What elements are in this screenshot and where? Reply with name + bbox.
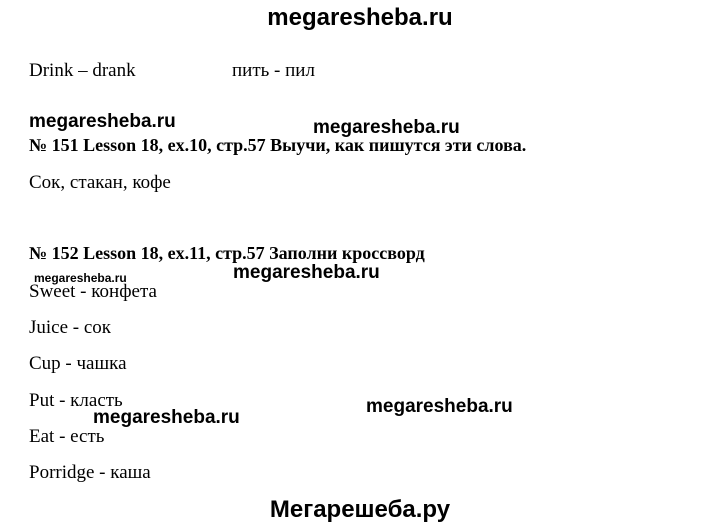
drink-english: Drink – drank: [29, 60, 136, 81]
watermark-top: megaresheba.ru: [267, 4, 453, 31]
drink-russian: пить - пил: [232, 60, 315, 81]
watermark-mid-center-2: megaresheba.ru: [233, 262, 380, 283]
task-152-heading: № 152 Lesson 18, ex.11, стр.57 Заполни кроссворд: [29, 243, 425, 263]
task-151-heading: № 151 Lesson 18, ex.10, стр.57 Выучи, как пишутся эти слова.: [29, 135, 527, 155]
crossword-item: Cup - чашка: [29, 353, 127, 374]
watermark-small-left: megaresheba.ru: [34, 271, 127, 285]
crossword-item: Porridge - каша: [29, 462, 151, 483]
watermark-bottom: Мегарешеба.ру: [269, 496, 451, 523]
watermark-lower-left: megaresheba.ru: [93, 407, 240, 428]
watermark-mid-left-1: megaresheba.ru: [29, 111, 176, 132]
crossword-item: Eat - есть: [29, 426, 105, 447]
task-151-answer: Сок, стакан, кофе: [29, 172, 171, 193]
watermark-lower-right: megaresheba.ru: [366, 396, 513, 417]
watermark-mid-center-1: megaresheba.ru: [313, 117, 460, 138]
crossword-item: Juice - сок: [29, 317, 112, 338]
crossword-item: Put - класть: [29, 390, 123, 411]
crossword-item: Sweet - конфета: [29, 281, 157, 302]
